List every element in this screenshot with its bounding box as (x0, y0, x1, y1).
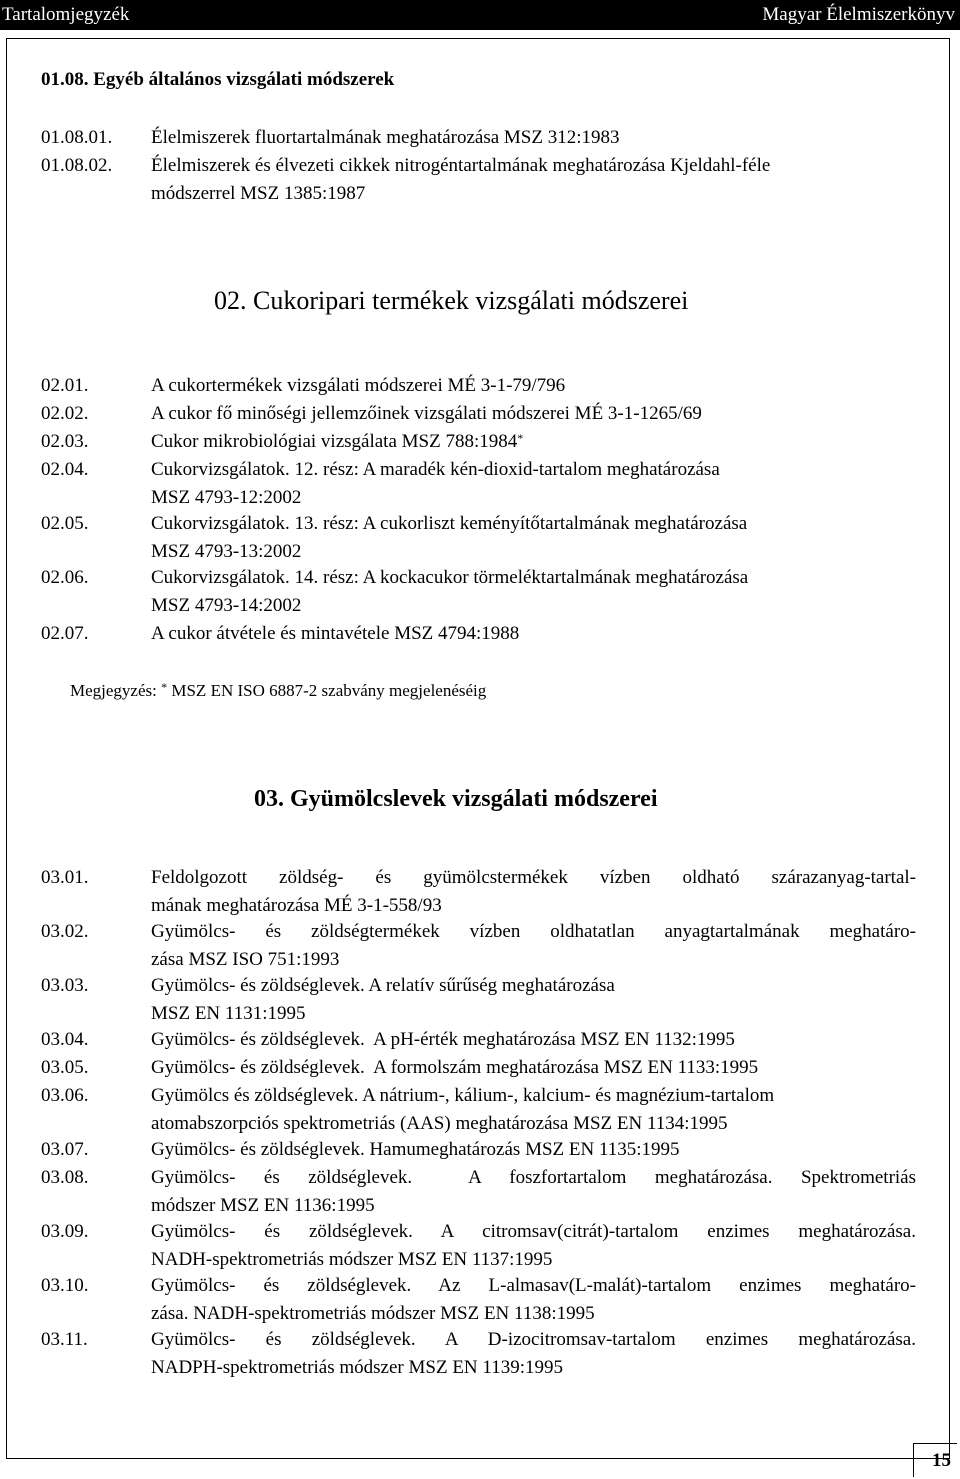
footnote-label: Megjegyzés: (70, 681, 162, 700)
section-03-heading: 03. Gyümölcslevek vizsgálati módszerei (254, 786, 658, 812)
item-line: atomabszorpciós spektrometriás (AAS) meghatározása MSZ EN 1134:1995 (151, 1113, 728, 1134)
item-line: MSZ EN 1131:1995 (151, 1003, 306, 1024)
item-code: 02.03. (41, 431, 89, 452)
footnote-marker: * (517, 431, 524, 445)
item-text (151, 1326, 916, 1382)
footnote-marker: * (161, 680, 168, 694)
item-text (151, 918, 916, 974)
item-code: 01.08.01. (41, 127, 113, 148)
item-code: 03.08. (41, 1167, 89, 1188)
item-code: 03.07. (41, 1139, 89, 1160)
item-line: zása MSZ ISO 751:1993 (151, 949, 340, 970)
item-text (151, 1054, 916, 1082)
item-text: Élelmiszerek és élvezeti cikkek nitrogéntartalmának meghatározása Kjeldahl-féle (151, 155, 771, 176)
item-line: Gyümölcs- és zöldséglevek. A formolszám meghatározása MSZ EN 1133:1995 (151, 1057, 759, 1078)
footnote-text: MSZ EN ISO 6887-2 szabvány megjelenéséig (167, 681, 487, 700)
section-0108-heading: 01.08. Egyéb általános vizsgálati módszerek (41, 69, 395, 90)
item-text: A cukor fő minőségi jellemzőinek vizsgálati módszerei MÉ 3-1-1265/69 (151, 403, 702, 424)
item-code: 02.05. (41, 513, 89, 534)
item-text: A cukortermékek vizsgálati módszerei MÉ 3-1-79/796 (151, 375, 566, 396)
item-code: 02.02. (41, 403, 89, 424)
table-of-contents-link[interactable]: Tartalomjegyzék (2, 4, 130, 25)
item-text (151, 972, 916, 1028)
item-line: Gyümölcs- és zöldséglevek. A pH-érték meghatározása MSZ EN 1132:1995 (151, 1029, 735, 1050)
item-line: NADH-spektrometriás módszer MSZ EN 1137:1995 (151, 1249, 553, 1270)
item-text (151, 1218, 916, 1274)
item-line: Gyümölcs- és zöldséglevek. A D-izocitromsav-tartalom enzimes meghatározása. (151, 1329, 916, 1350)
item-line: Gyümölcs- és zöldséglevek. A relatív sűrűség meghatározása (151, 975, 615, 996)
item-text: Cukorvizsgálatok. 12. rész: A maradék kén-dioxid-tartalom meghatározása (151, 459, 720, 480)
item-text (151, 864, 916, 920)
page-number: 15 (913, 1443, 957, 1477)
item-code: 03.01. (41, 867, 89, 888)
item-code: 03.02. (41, 921, 89, 942)
item-line: Gyümölcs- és zöldséglevek. A citromsav(citrát)-tartalom enzimes meghatározása. (151, 1221, 916, 1242)
item-line: Gyümölcs- és zöldségtermékek vízben oldhatatlan anyagtartalmának meghatáro- (151, 921, 916, 942)
top-bar (0, 0, 960, 30)
item-text: MSZ 4793-13:2002 (151, 541, 302, 562)
item-code: 02.06. (41, 567, 89, 588)
item-text: MSZ 4793-14:2002 (151, 595, 302, 616)
item-text: Élelmiszerek fluortartalmának meghatározása MSZ 312:1983 (151, 127, 620, 148)
item-code: 03.04. (41, 1029, 89, 1050)
item-code: 03.03. (41, 975, 89, 996)
item-line: Gyümölcs- és zöldséglevek. Hamumeghatározás MSZ EN 1135:1995 (151, 1139, 680, 1160)
item-code: 03.06. (41, 1085, 89, 1106)
item-code: 03.09. (41, 1221, 89, 1242)
footnote (70, 680, 486, 702)
item-text (151, 430, 523, 454)
item-text (151, 1164, 916, 1220)
item-code: 01.08.02. (41, 155, 113, 176)
item-text: Cukorvizsgálatok. 13. rész: A cukorliszt keményítőtartalmának meghatározása (151, 513, 748, 534)
item-code: 03.05. (41, 1057, 89, 1078)
item-line: Gyümölcs- és zöldséglevek. A foszfortartalom meghatározása. Spektrometriás (151, 1167, 916, 1188)
item-code: 02.07. (41, 623, 89, 644)
item-line: Gyümölcs- és zöldséglevek. Az L-almasav(L-malát)-tartalom enzimes meghatáro- (151, 1275, 916, 1296)
item-line: zása. NADH-spektrometriás módszer MSZ EN 1138:1995 (151, 1303, 595, 1324)
item-code: 03.10. (41, 1275, 89, 1296)
item-text (151, 1082, 916, 1138)
item-code: 02.01. (41, 375, 89, 396)
item-text: A cukor átvétele és mintavétele MSZ 4794:1988 (151, 623, 520, 644)
item-code: 03.11. (41, 1329, 88, 1350)
item-line: Feldolgozott zöldség- és gyümölcstermékek vízben oldható szárazanyag-tartal- (151, 867, 916, 888)
item-text: MSZ 4793-12:2002 (151, 487, 302, 508)
section-02-heading: 02. Cukoripari termékek vizsgálati módszerei (214, 286, 689, 315)
food-codex-link[interactable]: Magyar Élelmiszerkönyv (762, 4, 955, 25)
item-text: Cukorvizsgálatok. 14. rész: A kockacukor törmeléktartalmának meghatározása (151, 567, 749, 588)
item-line: NADPH-spektrometriás módszer MSZ EN 1139:1995 (151, 1357, 563, 1378)
item-text-main: Cukor mikrobiológiai vizsgálata MSZ 788:1984 (151, 431, 518, 452)
item-code: 02.04. (41, 459, 89, 480)
item-line: módszer MSZ EN 1136:1995 (151, 1195, 375, 1216)
item-text (151, 1272, 916, 1328)
item-text (151, 1026, 916, 1054)
item-text: módszerrel MSZ 1385:1987 (151, 183, 366, 204)
item-line: Gyümölcs és zöldséglevek. A nátrium-, kálium-, kalcium- és magnézium-tartalom (151, 1085, 775, 1106)
item-line: mának meghatározása MÉ 3-1-558/93 (151, 895, 442, 916)
item-text (151, 1136, 916, 1164)
